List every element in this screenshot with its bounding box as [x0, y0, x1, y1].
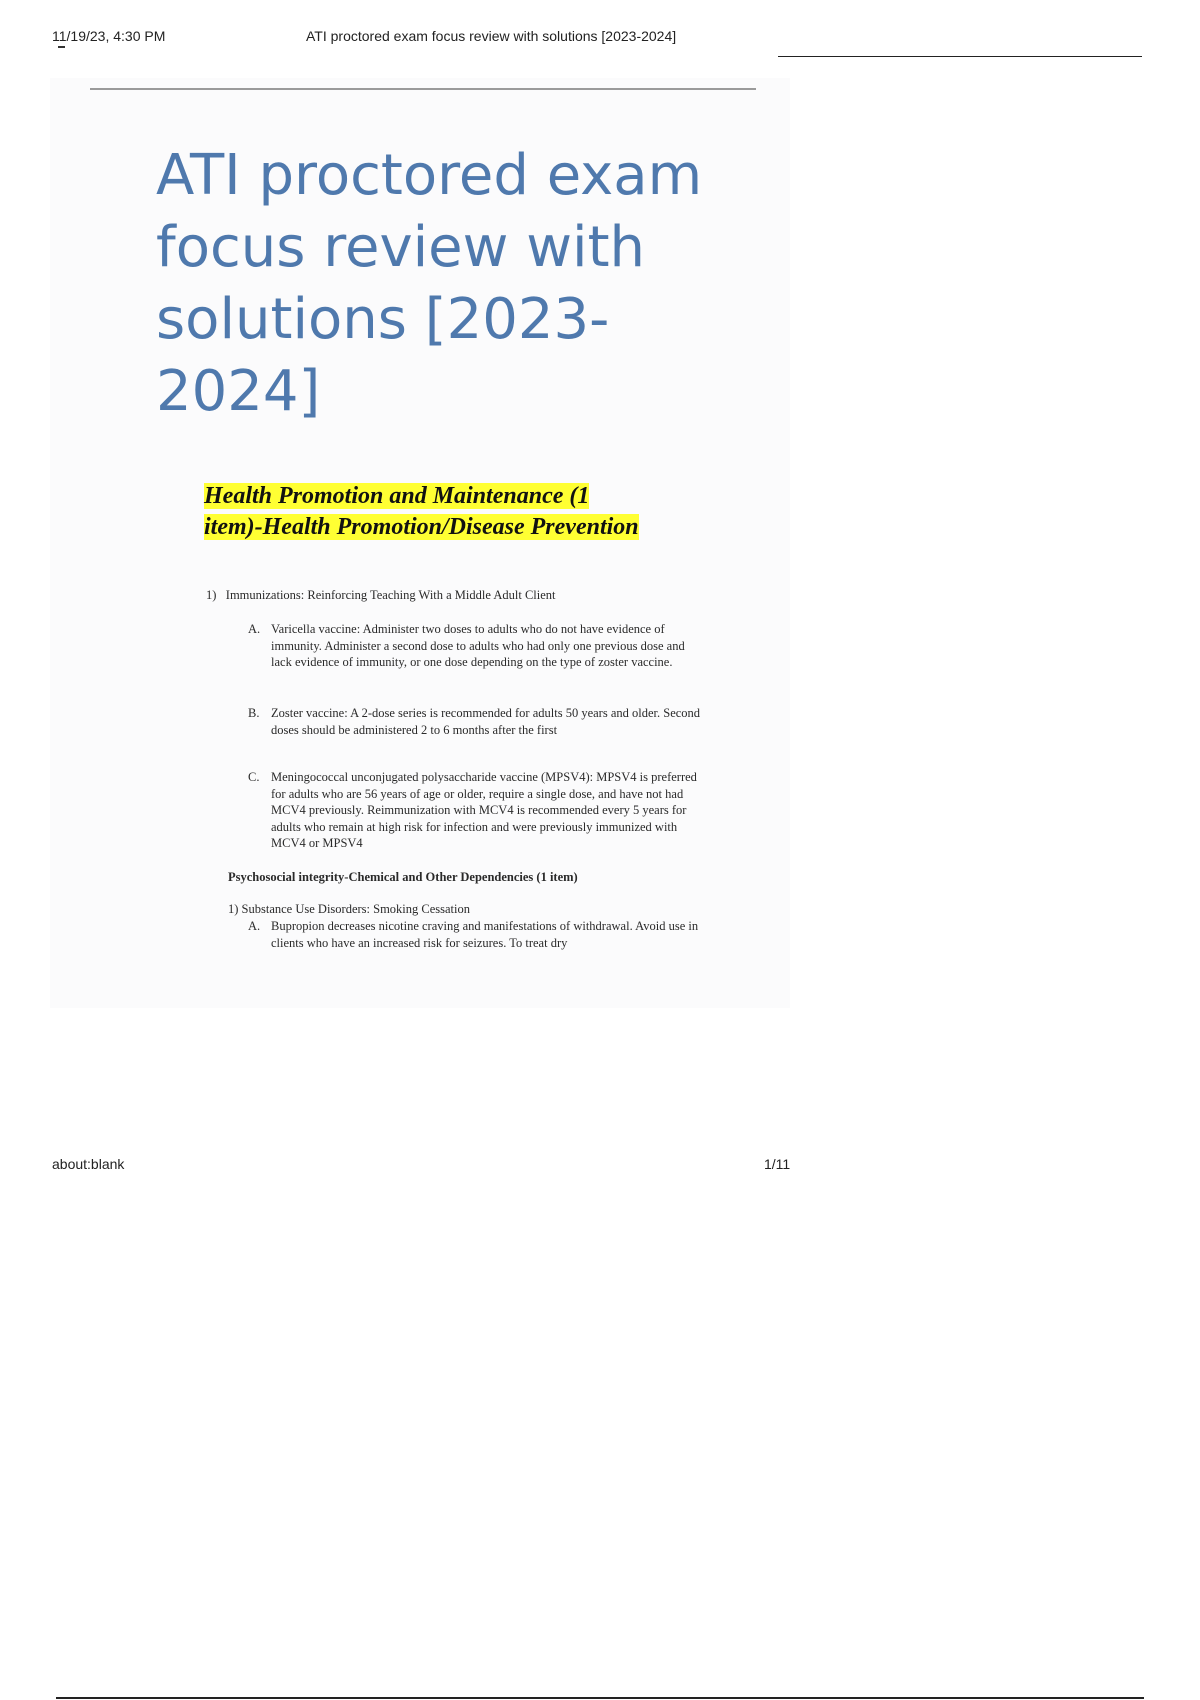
item-heading-text: Immunizations: Reinforcing Teaching With a Middle Adult Client — [225, 588, 556, 602]
print-footer-url: about:blank — [52, 1156, 125, 1172]
psychosocial-heading: Psychosocial integrity-Chemical and Other Dependencies (1 item) — [228, 870, 578, 884]
list-item — [248, 918, 708, 951]
list-item-text: Meningococcal unconjugated polysaccharide vaccine (MPSV4): MPSV4 is preferred for adults who are 56 years of age or older, require a single dose, and have not had MCV4 previously. Reimmunization with MCV4 is recommended every 5 years for adults who remain at high risk for infection and were previously immunized with MCV4 or MPSV4 — [271, 770, 697, 850]
top-divider — [90, 88, 756, 90]
print-header-title: ATI proctored exam focus review with solutions [2023-2024] — [306, 28, 677, 44]
header-mark — [58, 46, 65, 48]
list-item-letter: B. — [248, 706, 260, 720]
list-item — [248, 621, 708, 671]
print-header-date: 11/19/23, 4:30 PM — [52, 28, 166, 44]
print-footer-page-number: 1/11 — [764, 1156, 791, 1172]
section-heading-highlight: Health Promotion and Maintenance (1 item)-Health Promotion/Disease Prevention — [204, 483, 639, 540]
list-item-text: Zoster vaccine: A 2-dose series is recommended for adults 50 years and older. Second doses should be administered 2 to 6 months after the first — [271, 706, 701, 737]
item-number: 1) — [206, 588, 217, 602]
bottom-rule — [56, 1697, 1144, 1699]
document-title: ATI proctored exam focus review with solutions [2023-2024] — [156, 143, 703, 424]
list-item-letter: A. — [248, 919, 261, 933]
substance-use-heading: 1) Substance Use Disorders: Smoking Cessation — [228, 902, 470, 916]
list-item — [248, 769, 708, 852]
list-item-letter: A. — [248, 622, 261, 636]
list-item-text: Varicella vaccine: Administer two doses to adults who do not have evidence of immunity. Administer a second dose to adults who had only one previous dose and lack evidence of immunity, or one dose depending on the type of zoster vaccine. — [271, 622, 685, 669]
list-item-letter: C. — [248, 770, 260, 784]
section-heading — [204, 481, 644, 543]
list-item — [248, 705, 708, 738]
item-heading — [206, 587, 726, 604]
list-item-text: Bupropion decreases nicotine craving and manifestations of withdrawal. Avoid use in clients who have an increased risk for seizures. To treat dry — [271, 919, 699, 950]
header-rule — [778, 56, 1142, 57]
